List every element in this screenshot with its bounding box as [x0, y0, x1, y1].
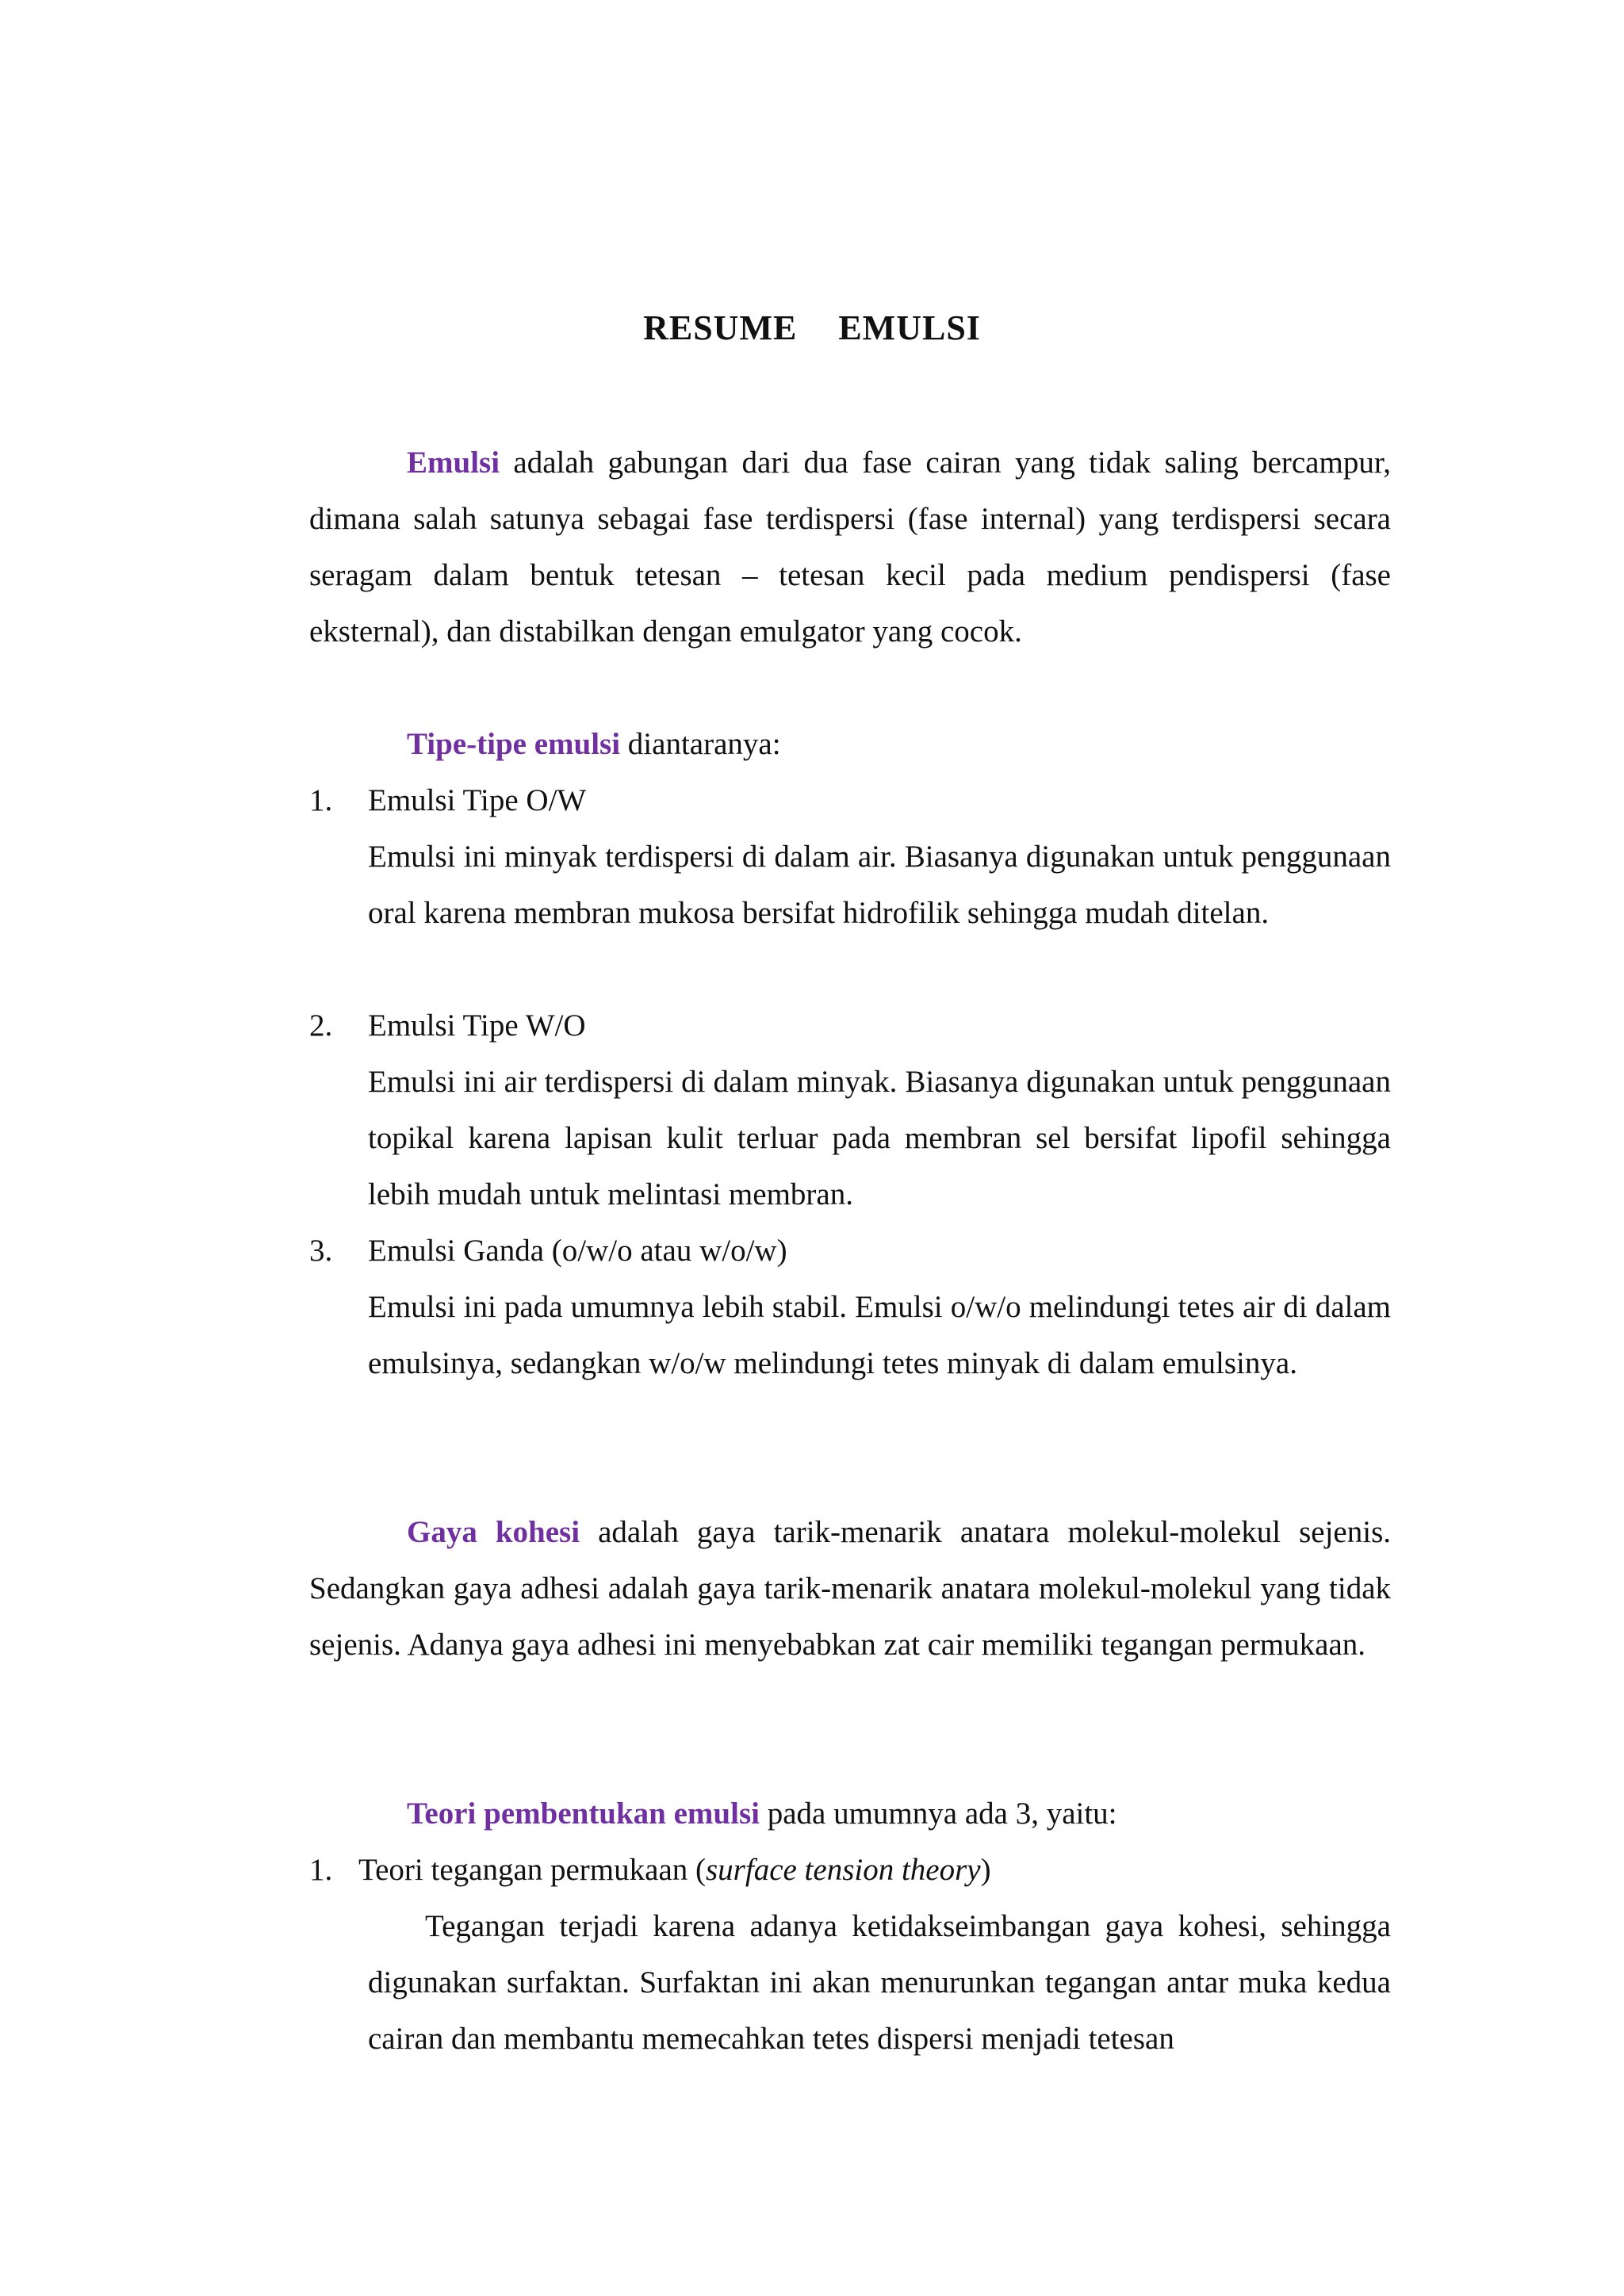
list-number: 1. — [309, 783, 333, 817]
types-intro-text: diantaranya: — [620, 727, 781, 761]
term-emulsi: Emulsi — [407, 446, 500, 480]
cohesion-text: adalah gaya tarik-menarik anatara molekul-molekul sejenis. Sedangkan gaya adhesi adalah gaya tarik-menarik anatara molekul-molekul yang tidak sejenis. Adanya gaya adhesi ini menyebabkan zat cair memiliki tegangan permukaan. — [309, 1515, 1391, 1662]
heading-suffix: ) — [980, 1853, 991, 1887]
list-item-description: Tegangan terjadi karena adanya ketidakseimbangan gaya kohesi, sehingga digunakan surfaktan. Surfaktan ini akan menurunkan tegangan antar muka kedua cairan dan membantu memecahkan tetes dispersi menjadi tetesan — [368, 1909, 1391, 2056]
theory-intro — [309, 1785, 1391, 1842]
cohesion-paragraph — [309, 1504, 1391, 1673]
list-item-description: Emulsi ini minyak terdispersi di dalam air. Biasanya digunakan untuk penggunaan oral karena membran mukosa bersifat hidrofilik sehingga mudah ditelan. — [368, 840, 1391, 930]
list-item-heading: Emulsi Tipe W/O — [368, 1008, 586, 1043]
list-item-heading — [358, 1842, 991, 1898]
list-number: 3. — [309, 1234, 333, 1268]
term-tipe-emulsi: Tipe-tipe emulsi — [407, 727, 621, 761]
list-number: 2. — [309, 1008, 333, 1043]
term-gaya-kohesi: Gaya kohesi — [407, 1515, 580, 1549]
list-item-description: Emulsi ini pada umumnya lebih stabil. Emulsi o/w/o melindungi tetes air di dalam emulsinya, sedangkan w/o/w melindungi tetes minyak di dalam emulsinya. — [368, 1290, 1391, 1380]
types-intro — [309, 716, 1391, 772]
theory-intro-text: pada umumnya ada 3, yaitu: — [759, 1797, 1117, 1831]
definition-paragraph — [309, 434, 1391, 660]
term-teori-pembentukan: Teori pembentukan emulsi — [407, 1797, 760, 1831]
list-number: 1. — [309, 1853, 333, 1887]
page-title: RESUME EMULSI — [643, 308, 981, 347]
list-item-heading: Emulsi Tipe O/W — [368, 783, 587, 817]
heading-italic-term: surface tension theory — [706, 1853, 981, 1887]
list-item-heading: Emulsi Ganda (o/w/o atau w/o/w) — [368, 1234, 787, 1268]
definition-text: adalah gabungan dari dua fase cairan yang tidak saling bercampur, dimana salah satunya sebagai fase terdispersi (fase internal) yang terdispersi secara seragam dalam bentuk tetesan – tetesan kecil pada medium pendispersi (fase eksternal), dan distabilkan dengan emulgator yang cocok. — [309, 446, 1391, 649]
heading-prefix: Teori tegangan permukaan ( — [358, 1853, 706, 1887]
list-item-description: Emulsi ini air terdispersi di dalam minyak. Biasanya digunakan untuk penggunaan topikal karena lapisan kulit terluar pada membran sel bersifat lipofil sehingga lebih mudah untuk melintasi membran. — [368, 1065, 1391, 1211]
